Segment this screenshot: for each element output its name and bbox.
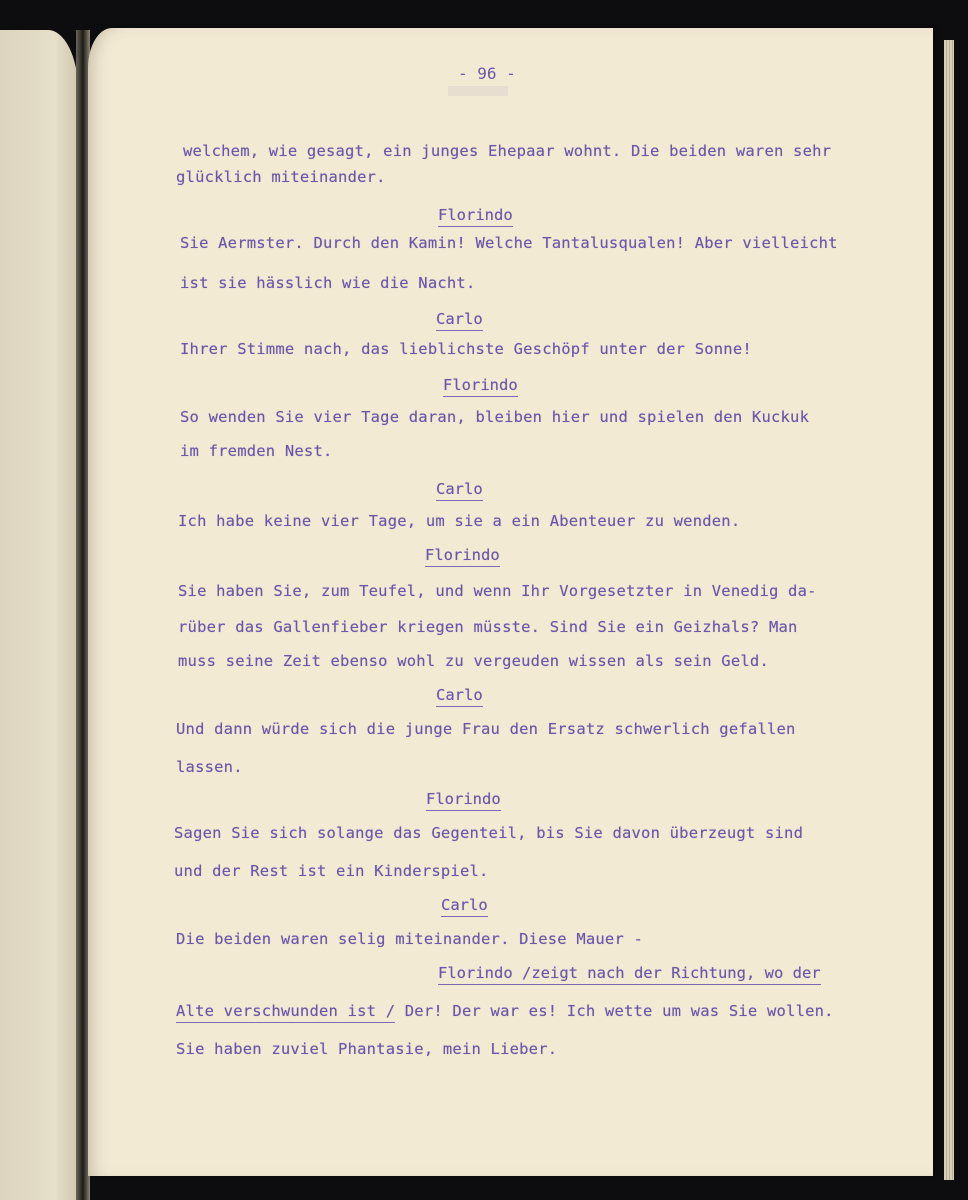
- typescript-page: [88, 28, 933, 1176]
- speaker-name: Florindo: [426, 790, 501, 811]
- bleed-through: [448, 86, 508, 96]
- text-line: und der Rest ist ein Kinderspiel.: [174, 862, 489, 880]
- text-line: glücklich miteinander.: [176, 168, 386, 186]
- dialogue-text: Der! Der war es! Ich wette um was Sie wollen.: [395, 1002, 834, 1020]
- page-stack-edge: [944, 40, 954, 1180]
- stage-direction-continued: Alte verschwunden ist /: [176, 1002, 395, 1023]
- text-line: So wenden Sie vier Tage daran, bleiben hier und spielen den Kuckuk: [180, 408, 810, 426]
- text-line: Und dann würde sich die junge Frau den Ersatz schwerlich gefallen: [176, 720, 796, 738]
- stage-direction: Florindo /zeigt nach der Richtung, wo der: [438, 964, 821, 985]
- text-line: Sie haben zuviel Phantasie, mein Lieber.: [176, 1040, 558, 1058]
- page-number: - 96 -: [458, 64, 516, 83]
- text-line: muss seine Zeit ebenso wohl zu vergeuden wissen als sein Geld.: [178, 652, 769, 670]
- text-line: rüber das Gallenfieber kriegen müsste. Sind Sie ein Geizhals? Man: [178, 618, 798, 636]
- speaker-name: Carlo: [436, 686, 483, 707]
- text-line: Die beiden waren selig miteinander. Diese Mauer -: [176, 930, 644, 948]
- speaker-name: Carlo: [441, 896, 488, 917]
- text-line: [176, 1002, 834, 1020]
- text-line: im fremden Nest.: [180, 442, 333, 460]
- left-page-edge: [0, 30, 78, 1200]
- text-line: Ich habe keine vier Tage, um sie a ein Abenteuer zu wenden.: [178, 512, 741, 530]
- text-line: lassen.: [176, 758, 243, 776]
- speaker-name: Florindo: [438, 206, 513, 227]
- speaker-name: Florindo: [443, 376, 518, 397]
- text-line: Sie haben Sie, zum Teufel, und wenn Ihr Vorgesetzter in Venedig da-: [178, 582, 817, 600]
- text-line: ist sie hässlich wie die Nacht.: [180, 274, 476, 292]
- text-line: Ihrer Stimme nach, das lieblichste Geschöpf unter der Sonne!: [180, 340, 752, 358]
- speaker-name: Carlo: [436, 310, 483, 331]
- text-line: Sie Aermster. Durch den Kamin! Welche Tantalusqualen! Aber vielleicht: [180, 234, 838, 252]
- text-line: Sagen Sie sich solange das Gegenteil, bis Sie davon überzeugt sind: [174, 824, 804, 842]
- text-line: welchem, wie gesagt, ein junges Ehepaar wohnt. Die beiden waren sehr: [183, 142, 832, 160]
- speaker-name: Carlo: [436, 480, 483, 501]
- speaker-name: Florindo: [425, 546, 500, 567]
